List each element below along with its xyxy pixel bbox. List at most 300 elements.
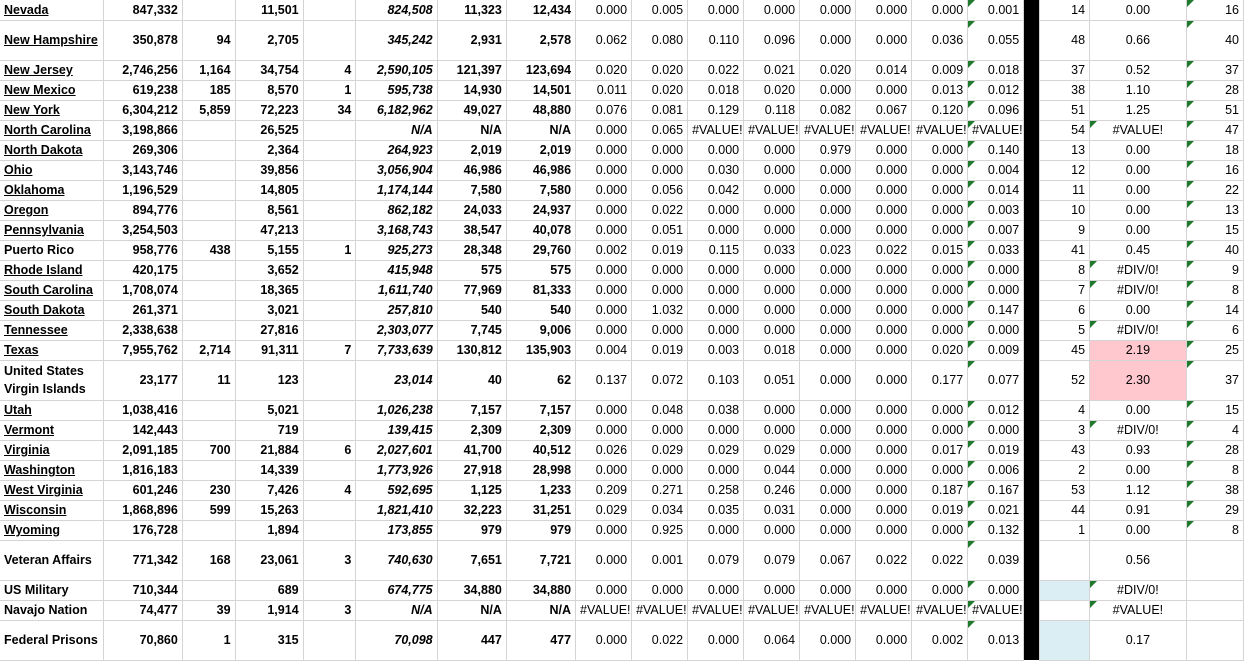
data-cell[interactable]: 1 [303,240,356,260]
jurisdiction-name-cell[interactable] [0,160,103,180]
data-cell[interactable]: 0.000 [856,280,912,300]
data-cell[interactable]: 0.000 [856,140,912,160]
jurisdiction-name-cell[interactable] [0,340,103,360]
data-cell-with-comment[interactable]: 0.000 [968,420,1024,440]
data-cell[interactable]: 862,182 [356,200,437,220]
data-cell[interactable]: 91,311 [235,340,303,360]
data-cell[interactable]: 32,223 [437,500,506,520]
jurisdiction-link[interactable]: South Carolina [4,283,93,297]
data-cell[interactable]: 0.020 [632,60,688,80]
jurisdiction-link[interactable]: Vermont [4,423,55,437]
data-cell[interactable]: 18,365 [235,280,303,300]
data-cell[interactable]: 3,168,743 [356,220,437,240]
data-cell[interactable]: 1,773,926 [356,460,437,480]
data-cell[interactable]: 1,894 [235,520,303,540]
data-cell[interactable]: 2,309 [437,420,506,440]
data-cell[interactable]: 0.000 [632,280,688,300]
trailing-value-cell[interactable]: 16 [1186,160,1243,180]
data-cell[interactable]: 0.000 [744,160,800,180]
data-cell[interactable]: N/A [437,120,506,140]
data-cell[interactable]: 40,078 [506,220,575,240]
data-cell[interactable]: 0.000 [632,420,688,440]
data-cell[interactable]: 575 [506,260,575,280]
jurisdiction-link[interactable]: Wisconsin [4,503,67,517]
data-cell[interactable]: 49,027 [437,100,506,120]
trailing-value-cell[interactable]: 22 [1186,180,1243,200]
data-cell[interactable]: 925,273 [356,240,437,260]
data-cell[interactable]: 135,903 [506,340,575,360]
rate-cell[interactable]: 0.00 [1090,300,1187,320]
rank-cell[interactable]: 11 [1039,180,1090,200]
data-cell[interactable]: 0.000 [912,300,968,320]
rate-cell[interactable]: 0.00 [1090,400,1187,420]
data-cell[interactable]: 7,580 [506,180,575,200]
data-cell[interactable]: 0.000 [576,200,632,220]
data-cell[interactable]: 3,056,904 [356,160,437,180]
jurisdiction-link[interactable]: Wyoming [4,523,61,537]
data-cell[interactable]: 0.120 [912,100,968,120]
data-cell[interactable]: 0.079 [744,540,800,580]
rank-cell[interactable]: 43 [1039,440,1090,460]
rank-cell[interactable]: 38 [1039,80,1090,100]
table-row[interactable] [0,220,1244,240]
jurisdiction-link[interactable]: South Dakota [4,303,85,317]
data-cell[interactable]: 264,923 [356,140,437,160]
data-cell-with-comment[interactable]: 0.000 [968,280,1024,300]
data-cell[interactable]: 257,810 [356,300,437,320]
data-cell[interactable]: 0.056 [632,180,688,200]
data-cell[interactable]: 0.000 [912,520,968,540]
data-cell[interactable] [303,260,356,280]
data-cell[interactable]: 0.000 [800,500,856,520]
data-cell[interactable]: 0.019 [632,340,688,360]
data-cell[interactable]: 0.029 [744,440,800,460]
data-cell[interactable]: 0.000 [800,460,856,480]
data-cell[interactable]: 173,855 [356,520,437,540]
rate-cell[interactable]: 0.00 [1090,200,1187,220]
trailing-value-cell[interactable]: 4 [1186,420,1243,440]
data-cell[interactable]: 0.000 [744,580,800,600]
jurisdiction-name-cell[interactable] [0,220,103,240]
data-cell[interactable]: 0.000 [688,140,744,160]
data-cell[interactable]: 575 [437,260,506,280]
data-cell[interactable]: 0.000 [856,20,912,60]
data-cell[interactable] [182,200,235,220]
table-row[interactable] [0,280,1244,300]
data-cell[interactable]: 0.014 [856,60,912,80]
trailing-value-cell[interactable]: 47 [1186,120,1243,140]
jurisdiction-name-cell[interactable] [0,140,103,160]
data-cell[interactable]: 0.000 [688,620,744,660]
data-cell[interactable] [303,20,356,60]
data-cell[interactable]: 0.000 [800,160,856,180]
data-cell[interactable] [303,160,356,180]
table-row[interactable] [0,80,1244,100]
data-cell[interactable]: #VALUE! [912,120,968,140]
table-row[interactable] [0,600,1244,620]
data-cell-with-comment[interactable]: 0.096 [968,100,1024,120]
data-cell[interactable]: 0.000 [576,540,632,580]
data-cell[interactable]: 540 [437,300,506,320]
trailing-value-cell[interactable]: 8 [1186,520,1243,540]
jurisdiction-link[interactable]: Ohio [4,163,33,177]
data-cell[interactable] [303,520,356,540]
data-cell[interactable]: 595,738 [356,80,437,100]
data-cell[interactable]: 40,512 [506,440,575,460]
jurisdiction-name-cell[interactable] [0,120,103,140]
rank-cell[interactable]: 52 [1039,360,1090,400]
data-cell[interactable] [182,180,235,200]
trailing-value-cell[interactable]: 25 [1186,340,1243,360]
data-cell[interactable] [303,620,356,660]
trailing-value-cell[interactable]: 15 [1186,400,1243,420]
data-cell[interactable]: 8,561 [235,200,303,220]
data-cell[interactable]: #VALUE! [576,600,632,620]
rank-cell[interactable]: 3 [1039,420,1090,440]
data-cell[interactable]: 0.000 [688,460,744,480]
table-row[interactable] [0,300,1244,320]
data-cell[interactable]: 0.000 [856,440,912,460]
data-cell[interactable]: 7,580 [437,180,506,200]
data-cell[interactable]: 0.925 [632,520,688,540]
data-cell[interactable]: 0.000 [800,300,856,320]
data-cell[interactable]: 958,776 [103,240,182,260]
data-cell[interactable]: 269,306 [103,140,182,160]
data-cell[interactable]: 41,700 [437,440,506,460]
data-cell[interactable] [182,280,235,300]
data-cell[interactable] [303,0,356,20]
jurisdiction-link[interactable]: New Jersey [4,63,73,77]
data-cell[interactable]: 77,969 [437,280,506,300]
trailing-value-cell[interactable]: 40 [1186,240,1243,260]
data-cell[interactable]: 0.020 [744,80,800,100]
data-cell[interactable]: 0.044 [744,460,800,480]
data-cell[interactable]: 1,196,529 [103,180,182,200]
data-cell-with-comment[interactable]: 0.014 [968,180,1024,200]
rate-cell[interactable]: 1.10 [1090,80,1187,100]
data-cell[interactable]: 847,332 [103,0,182,20]
data-cell[interactable]: 4 [303,480,356,500]
trailing-value-cell[interactable]: 40 [1186,20,1243,60]
data-cell[interactable]: 0.067 [856,100,912,120]
data-cell[interactable]: 979 [437,520,506,540]
data-cell[interactable]: 0.000 [856,460,912,480]
data-cell[interactable]: 70,860 [103,620,182,660]
data-cell[interactable] [303,300,356,320]
data-cell[interactable] [182,460,235,480]
rate-cell[interactable]: 0.52 [1090,60,1187,80]
data-cell[interactable]: 1,026,238 [356,400,437,420]
data-cell[interactable]: 0.002 [912,620,968,660]
data-cell[interactable]: 176,728 [103,520,182,540]
data-cell[interactable]: 0.000 [576,400,632,420]
table-row[interactable] [0,480,1244,500]
data-cell[interactable] [182,300,235,320]
data-cell[interactable] [303,400,356,420]
data-cell[interactable]: 0.000 [912,0,968,20]
data-cell[interactable]: 1,233 [506,480,575,500]
data-cell[interactable]: 0.000 [576,300,632,320]
data-cell[interactable]: 34,754 [235,60,303,80]
rank-cell[interactable] [1039,600,1090,620]
trailing-value-cell[interactable]: 28 [1186,80,1243,100]
rank-cell[interactable]: 4 [1039,400,1090,420]
data-cell[interactable]: 6,304,212 [103,100,182,120]
data-cell[interactable]: 0.000 [856,320,912,340]
data-cell[interactable]: 0.271 [632,480,688,500]
trailing-value-cell[interactable]: 6 [1186,320,1243,340]
table-row[interactable] [0,120,1244,140]
data-cell[interactable]: 0.000 [800,400,856,420]
data-cell[interactable]: 0.000 [688,580,744,600]
data-cell[interactable]: 0.000 [576,420,632,440]
jurisdiction-name-cell[interactable] [0,300,103,320]
data-cell[interactable]: 599 [182,500,235,520]
jurisdiction-name-cell[interactable] [0,440,103,460]
table-row[interactable] [0,60,1244,80]
data-cell[interactable]: 0.187 [912,480,968,500]
rate-cell[interactable]: 0.00 [1090,160,1187,180]
data-cell[interactable]: 0.000 [744,140,800,160]
trailing-value-cell[interactable]: 37 [1186,60,1243,80]
data-cell[interactable]: 447 [437,620,506,660]
data-cell[interactable]: 0.096 [744,20,800,60]
rank-cell[interactable]: 5 [1039,320,1090,340]
data-cell[interactable]: 14,930 [437,80,506,100]
rank-cell[interactable]: 13 [1039,140,1090,160]
data-cell[interactable]: 0.000 [688,220,744,240]
data-cell[interactable]: 1,708,074 [103,280,182,300]
data-cell[interactable]: 11 [182,360,235,400]
data-cell[interactable]: 23,177 [103,360,182,400]
table-row[interactable] [0,320,1244,340]
data-cell[interactable] [182,580,235,600]
data-cell[interactable]: 979 [506,520,575,540]
data-cell[interactable]: #VALUE! [632,600,688,620]
data-cell[interactable]: 27,918 [437,460,506,480]
data-cell[interactable]: 21,884 [235,440,303,460]
data-cell[interactable]: 3,652 [235,260,303,280]
data-cell[interactable]: 592,695 [356,480,437,500]
data-cell[interactable]: 0.000 [800,340,856,360]
jurisdiction-name-cell[interactable] [0,200,103,220]
data-cell[interactable] [303,120,356,140]
jurisdiction-name-cell[interactable] [0,580,103,600]
data-cell[interactable]: 72,223 [235,100,303,120]
data-cell[interactable] [182,140,235,160]
data-cell[interactable]: 39,856 [235,160,303,180]
rate-cell[interactable]: 0.00 [1090,220,1187,240]
data-cell[interactable]: 0.064 [744,620,800,660]
rank-cell[interactable]: 10 [1039,200,1090,220]
data-cell[interactable]: 5,021 [235,400,303,420]
data-cell[interactable]: 0.042 [688,180,744,200]
data-cell[interactable]: 0.000 [800,200,856,220]
data-cell[interactable]: 0.000 [800,0,856,20]
rank-cell[interactable]: 12 [1039,160,1090,180]
table-row[interactable] [0,620,1244,660]
data-cell[interactable]: 0.000 [744,280,800,300]
data-cell-with-comment[interactable]: 0.009 [968,340,1024,360]
rank-cell[interactable]: 7 [1039,280,1090,300]
table-row[interactable] [0,360,1244,400]
data-cell-with-comment[interactable]: 0.004 [968,160,1024,180]
data-cell[interactable] [303,360,356,400]
data-cell[interactable]: 0.000 [744,420,800,440]
data-cell[interactable]: 0.000 [912,140,968,160]
data-cell[interactable]: 28,348 [437,240,506,260]
rank-cell[interactable]: 45 [1039,340,1090,360]
data-cell[interactable]: 27,816 [235,320,303,340]
data-cell[interactable]: 3,021 [235,300,303,320]
data-cell[interactable]: 7,426 [235,480,303,500]
data-cell[interactable]: N/A [356,120,437,140]
data-cell[interactable]: 2,019 [437,140,506,160]
data-cell[interactable]: 230 [182,480,235,500]
table-row[interactable] [0,460,1244,480]
jurisdiction-name-cell[interactable] [0,540,103,580]
jurisdiction-link[interactable]: Washington [4,463,76,477]
data-cell[interactable]: 7,157 [506,400,575,420]
data-cell[interactable]: 5,155 [235,240,303,260]
data-cell[interactable]: 48,880 [506,100,575,120]
data-cell[interactable]: 34,880 [437,580,506,600]
data-cell[interactable]: 130,812 [437,340,506,360]
data-cell[interactable]: 23,061 [235,540,303,580]
table-row[interactable] [0,140,1244,160]
data-cell[interactable] [182,260,235,280]
data-cell[interactable] [182,0,235,20]
data-cell[interactable]: 0.082 [800,100,856,120]
data-cell[interactable]: 0.000 [912,580,968,600]
data-cell[interactable]: 0.000 [912,320,968,340]
data-cell[interactable]: 0.072 [632,360,688,400]
data-cell[interactable]: 0.029 [576,500,632,520]
data-cell[interactable]: 0.000 [856,400,912,420]
data-cell[interactable]: 7,955,762 [103,340,182,360]
table-row[interactable] [0,520,1244,540]
data-cell[interactable]: 0.000 [912,260,968,280]
table-row[interactable] [0,420,1244,440]
data-cell[interactable]: 0.000 [688,200,744,220]
data-cell[interactable]: 0.002 [576,240,632,260]
rank-cell[interactable]: 48 [1039,20,1090,60]
data-cell-with-comment[interactable]: 0.000 [968,260,1024,280]
data-cell[interactable]: 0.000 [912,160,968,180]
jurisdiction-name-cell[interactable] [0,0,103,20]
data-cell[interactable]: 94 [182,20,235,60]
trailing-value-cell[interactable] [1186,540,1243,580]
jurisdiction-name-cell[interactable] [0,20,103,60]
data-cell[interactable]: 0.000 [800,220,856,240]
data-cell[interactable]: 2,338,638 [103,320,182,340]
data-cell[interactable]: 477 [506,620,575,660]
data-cell[interactable]: 0.000 [576,120,632,140]
data-cell-with-comment[interactable]: 0.000 [968,320,1024,340]
data-cell[interactable]: 0.258 [688,480,744,500]
rate-cell[interactable]: 0.00 [1090,460,1187,480]
data-cell[interactable]: 674,775 [356,580,437,600]
data-cell[interactable]: 0.000 [688,0,744,20]
jurisdiction-link[interactable]: Oklahoma [4,183,65,197]
trailing-value-cell[interactable]: 18 [1186,140,1243,160]
data-cell[interactable]: 46,986 [437,160,506,180]
data-cell[interactable]: 0.000 [688,520,744,540]
data-cell[interactable]: 15,263 [235,500,303,520]
jurisdiction-name-cell[interactable] [0,240,103,260]
jurisdiction-link[interactable]: North Dakota [4,143,83,157]
rate-cell[interactable]: #DIV/0! [1090,280,1187,300]
data-cell[interactable]: 0.000 [576,520,632,540]
data-cell[interactable]: 315 [235,620,303,660]
jurisdiction-link[interactable]: Oregon [4,203,49,217]
data-cell[interactable]: 0.000 [800,320,856,340]
rank-cell[interactable]: 2 [1039,460,1090,480]
data-cell[interactable]: 0.000 [632,140,688,160]
data-cell[interactable]: 824,508 [356,0,437,20]
rate-cell[interactable]: 0.45 [1090,240,1187,260]
rate-cell[interactable]: 2.19 [1090,340,1187,360]
data-cell[interactable]: 29,760 [506,240,575,260]
data-cell[interactable] [182,520,235,540]
data-cell[interactable]: 719 [235,420,303,440]
data-cell[interactable]: 46,986 [506,160,575,180]
data-cell[interactable]: 0.000 [632,320,688,340]
data-cell[interactable]: 1,611,740 [356,280,437,300]
trailing-value-cell[interactable]: 13 [1186,200,1243,220]
data-cell[interactable]: 0.079 [688,540,744,580]
data-cell[interactable]: 0.029 [688,440,744,460]
data-cell[interactable]: 540 [506,300,575,320]
data-cell[interactable]: 123 [235,360,303,400]
trailing-value-cell[interactable] [1186,620,1243,660]
rate-cell[interactable]: 0.93 [1090,440,1187,460]
data-cell-with-comment[interactable]: 0.012 [968,400,1024,420]
data-cell-with-comment[interactable]: 0.018 [968,60,1024,80]
data-cell[interactable]: 0.129 [688,100,744,120]
data-cell[interactable]: 0.000 [856,420,912,440]
data-cell[interactable]: 0.177 [912,360,968,400]
data-cell-with-comment[interactable]: 0.039 [968,540,1024,580]
data-cell[interactable]: 0.020 [576,60,632,80]
data-cell[interactable]: 0.000 [800,420,856,440]
rate-cell[interactable]: 0.91 [1090,500,1187,520]
rank-cell[interactable]: 53 [1039,480,1090,500]
data-cell[interactable]: 0.081 [632,100,688,120]
data-cell[interactable]: 0.020 [800,60,856,80]
data-cell[interactable] [303,580,356,600]
rank-cell[interactable]: 37 [1039,60,1090,80]
trailing-value-cell[interactable]: 9 [1186,260,1243,280]
trailing-value-cell[interactable]: 38 [1186,480,1243,500]
data-cell-with-comment[interactable]: 0.077 [968,360,1024,400]
data-cell[interactable]: 7,745 [437,320,506,340]
data-cell[interactable]: 70,098 [356,620,437,660]
data-cell[interactable]: 1 [303,80,356,100]
data-cell[interactable]: 0.009 [912,60,968,80]
data-cell[interactable]: 0.067 [800,540,856,580]
data-cell[interactable]: 2,303,077 [356,320,437,340]
jurisdiction-link[interactable]: New York [4,103,60,117]
trailing-value-cell[interactable]: 8 [1186,460,1243,480]
data-cell[interactable]: 4 [303,60,356,80]
data-cell[interactable]: 26,525 [235,120,303,140]
data-cell[interactable]: 2,578 [506,20,575,60]
data-cell[interactable]: 11,323 [437,0,506,20]
data-cell[interactable]: 0.000 [856,580,912,600]
data-cell[interactable]: 12,434 [506,0,575,20]
table-row[interactable] [0,540,1244,580]
